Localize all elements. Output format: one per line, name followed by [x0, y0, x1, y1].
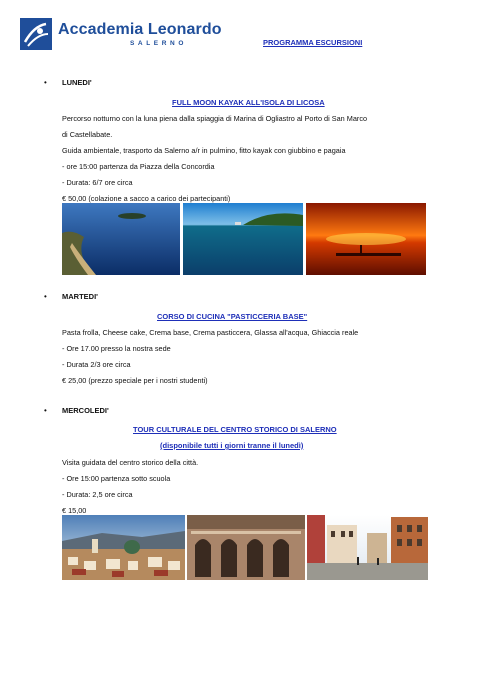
day-tuesday: MARTEDI' [62, 292, 98, 301]
cathedral-arcade-photo [187, 515, 305, 580]
event-price: € 50,00 (colazione a sacco a carico dei partecipanti) [62, 194, 231, 203]
event-title-kayak: FULL MOON KAYAK ALL'ISOLA DI LICOSA [172, 98, 325, 107]
event-text: - Ore 17.00 presso la nostra sede [62, 344, 171, 353]
program-title: PROGRAMMA ESCURSIONI [263, 38, 363, 47]
event-text: Pasta frolla, Cheese cake, Crema base, Crema pasticcera, Glassa all'acqua, Ghiaccia reale [62, 328, 359, 337]
bullet-icon: • [44, 292, 47, 301]
sunset-lighthouse-photo [306, 203, 426, 275]
event-price: € 15,00 [62, 506, 87, 515]
bullet-icon: • [44, 78, 47, 87]
event-text: di Castellabate. [62, 130, 113, 139]
event-text: - Ore 15:00 partenza sotto scuola [62, 474, 171, 483]
old-town-square-photo [307, 515, 428, 580]
academy-logo-icon [20, 18, 52, 50]
bullet-icon: • [44, 406, 47, 415]
event-availability: (disponibile tutti i giorni tranne il lunedì) [160, 441, 304, 450]
event-price: € 25,00 (prezzo speciale per i nostri studenti) [62, 376, 208, 385]
event-text: Visita guidata del centro storico della città. [62, 458, 199, 467]
sea-island-photo [183, 203, 303, 275]
academy-name: Accademia Leonardo [58, 21, 222, 38]
day-monday: LUNEDI' [62, 78, 92, 87]
event-title-cooking: CORSO DI CUCINA "PASTICCERIA BASE" [157, 312, 308, 321]
event-text: - Durata: 6/7 ore circa [62, 178, 133, 187]
event-text: - Durata: 2,5 ore circa [62, 490, 133, 499]
event-text: - Durata 2/3 ore circa [62, 360, 131, 369]
academy-city: SALERNO [130, 40, 187, 47]
coast-bay-photo [62, 203, 180, 275]
event-text: - ore 15:00 partenza da Piazza della Concordia [62, 162, 215, 171]
day-wednesday: MERCOLEDI' [62, 406, 109, 415]
event-text: Percorso notturno con la luna piena dalla spiaggia di Marina di Ogliastro al Porto di San Marco [62, 114, 368, 123]
salerno-panorama-photo [62, 515, 185, 580]
event-title-tour: TOUR CULTURALE DEL CENTRO STORICO DI SALERNO [133, 425, 337, 434]
event-text: Guida ambientale, trasporto da Salerno a/r in pulmino, fitto kayak con giubbino e pagaia [62, 146, 346, 155]
